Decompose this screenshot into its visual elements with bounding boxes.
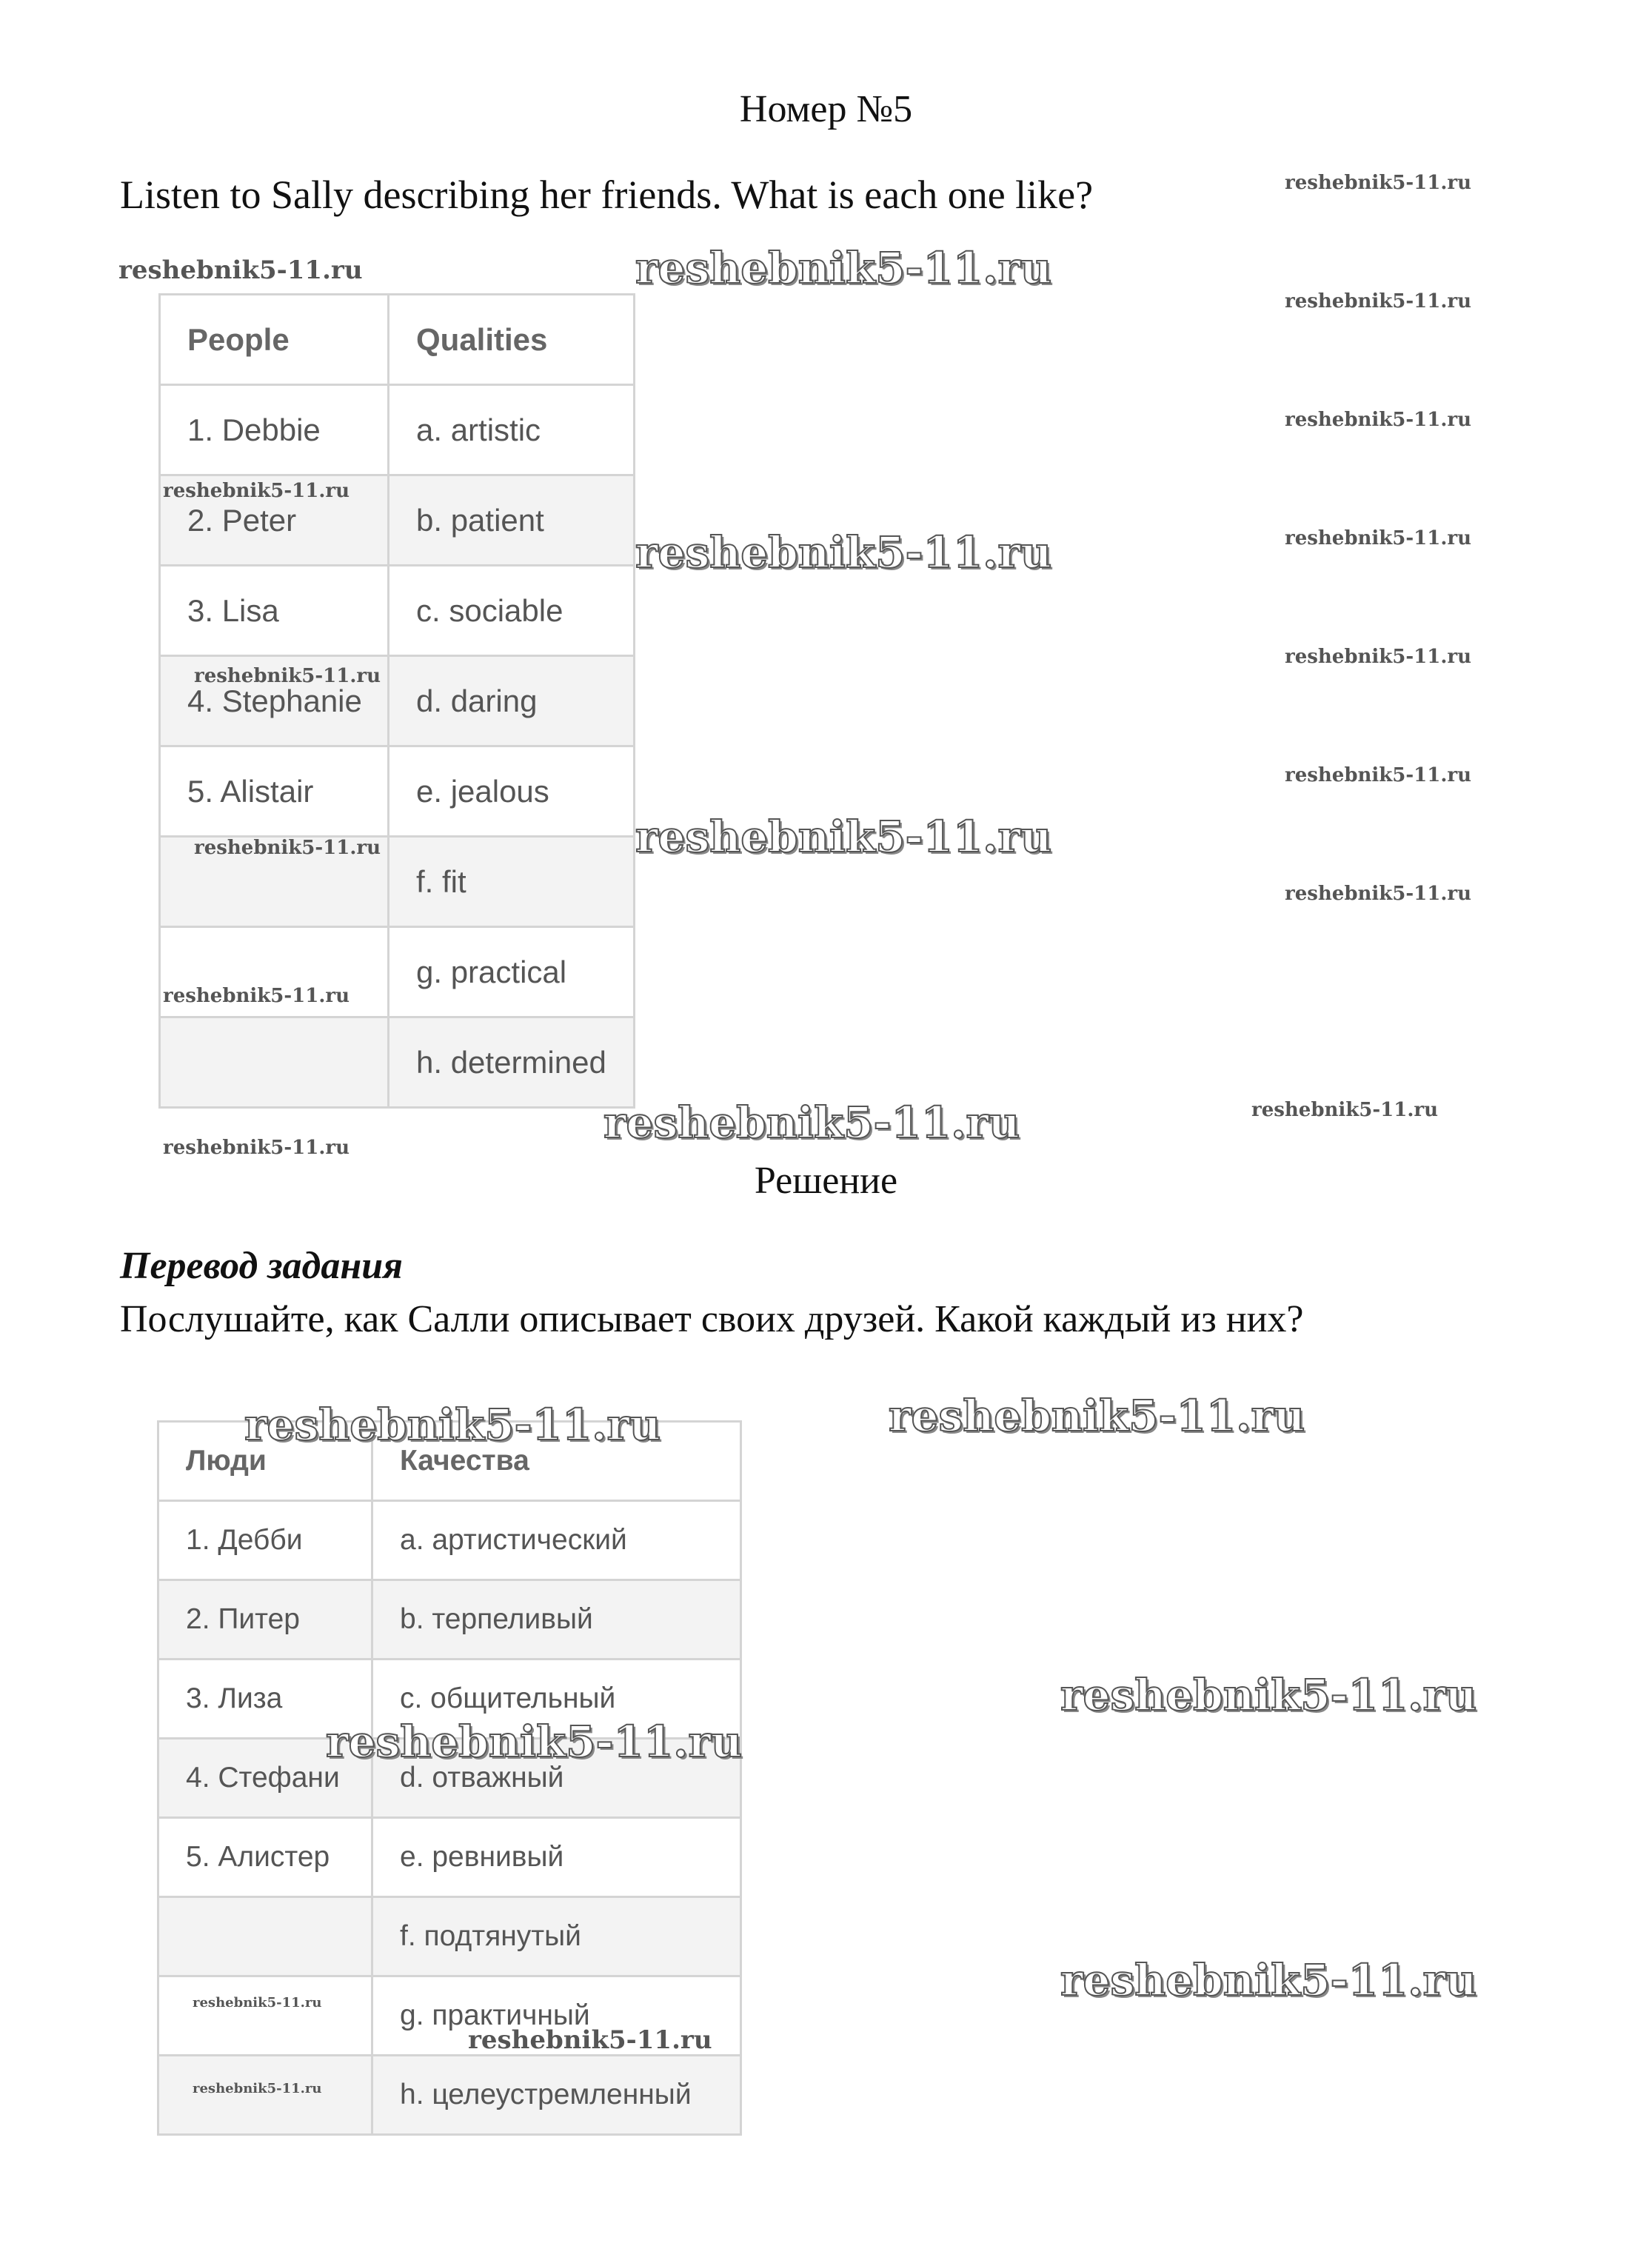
table-row [158,1580,741,1660]
quality-cell: h. целеустремленный [372,2056,741,2135]
watermark: reshebnik5-11.ru [635,527,1052,578]
person-cell: 5. Alistair [160,746,389,837]
watermark: reshebnik5-11.ru [244,1400,661,1450]
watermark: reshebnik5-11.ru [635,243,1052,293]
table-row [160,385,635,475]
header-qualities: Качества [372,1422,741,1501]
person-cell: 2. Peter [160,475,389,566]
quality-cell: f. подтянутый [372,1897,741,1976]
watermark: reshebnik5-11.ru [118,255,363,285]
watermark: reshebnik5-11.ru [163,985,350,1007]
table-row [158,1897,741,1976]
watermark: reshebnik5-11.ru [1285,172,1472,194]
watermark: reshebnik5-11.ru [1285,527,1472,549]
quality-cell: e. jealous [389,746,635,837]
quality-cell: d. отважный [372,1739,741,1818]
translation-heading: Перевод задания [120,1245,403,1287]
watermark: reshebnik5-11.ru [1285,764,1472,786]
watermark: reshebnik5-11.ru [1060,1955,1477,2005]
quality-cell: d. daring [389,656,635,746]
page-title: Номер №5 [739,88,913,130]
person-cell [160,1017,389,1108]
table-row [158,1818,741,1897]
task-text: Listen to Sally describing her friends. What is each one like? [120,173,1094,217]
watermark: reshebnik5-11.ru [1285,409,1472,431]
quality-cell: g. practical [389,927,635,1017]
solution-label: Решение [754,1160,898,1202]
watermark: reshebnik5-11.ru [1285,290,1472,312]
quality-cell: f. fit [389,837,635,927]
table-row [160,566,635,656]
watermark: reshebnik5-11.ru [193,2081,322,2096]
quality-cell: b. patient [389,475,635,566]
person-cell: 2. Питер [158,1580,372,1660]
watermark: reshebnik5-11.ru [1060,1670,1477,1720]
watermark: reshebnik5-11.ru [889,1391,1305,1441]
watermark: reshebnik5-11.ru [194,837,381,859]
quality-cell: h. determined [389,1017,635,1108]
quality-cell: e. ревнивый [372,1818,741,1897]
header-qualities: Qualities [389,295,635,385]
watermark: reshebnik5-11.ru [1285,883,1472,905]
quality-cell: g. практичный [372,1976,741,2056]
table-row [160,746,635,837]
watermark: reshebnik5-11.ru [163,1137,350,1159]
person-cell [158,1897,372,1976]
watermark: reshebnik5-11.ru [468,2025,712,2055]
header-people: People [160,295,389,385]
watermark: reshebnik5-11.ru [635,812,1052,862]
watermark: reshebnik5-11.ru [193,1995,322,2011]
watermark: reshebnik5-11.ru [326,1717,743,1767]
quality-cell: a. артистический [372,1501,741,1580]
person-cell: 1. Debbie [160,385,389,475]
person-cell: 1. Дебби [158,1501,372,1580]
quality-cell: b. терпеливый [372,1580,741,1660]
header-people: Люди [158,1422,372,1501]
watermark: reshebnik5-11.ru [163,480,350,502]
person-cell: 3. Лиза [158,1660,372,1739]
quality-cell: c. общительный [372,1660,741,1739]
watermark: reshebnik5-11.ru [1285,646,1472,668]
quality-cell: a. artistic [389,385,635,475]
watermark: reshebnik5-11.ru [603,1097,1020,1148]
person-cell: 4. Stephanie [160,656,389,746]
table-row [160,1017,635,1108]
quality-cell: c. sociable [389,566,635,656]
translation-text: Послушайте, как Салли описывает своих друзей. Какой каждый из них? [120,1298,1304,1340]
person-cell: 3. Lisa [160,566,389,656]
person-cell: 4. Стефани [158,1739,372,1818]
table-row [158,1501,741,1580]
person-cell: 5. Алистер [158,1818,372,1897]
watermark: reshebnik5-11.ru [194,665,381,687]
person-cell [158,1976,372,2056]
watermark: reshebnik5-11.ru [1251,1099,1439,1121]
